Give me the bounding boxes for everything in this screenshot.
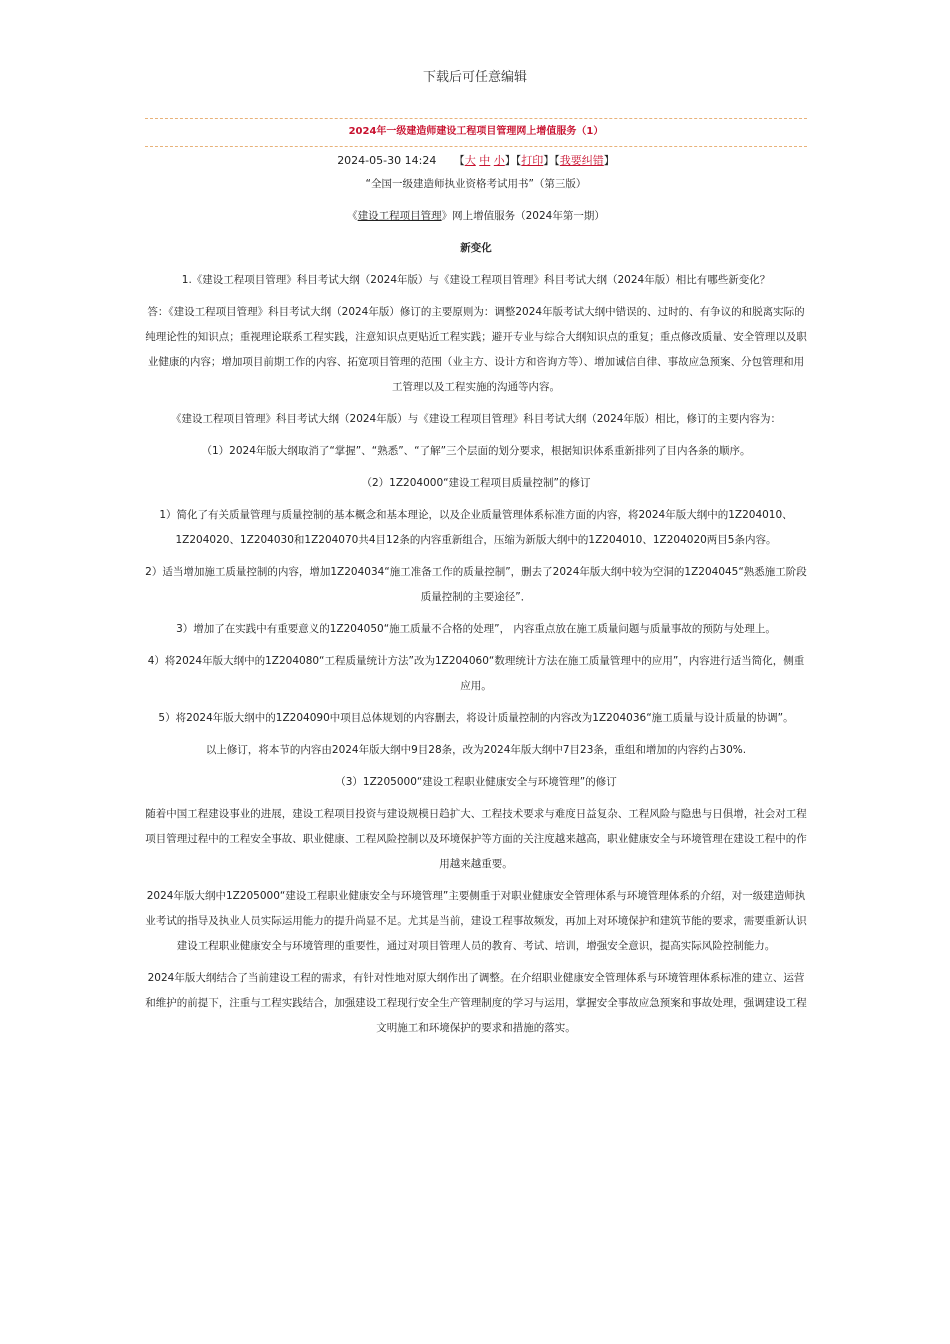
- font-size-mid-link[interactable]: 中: [479, 154, 491, 167]
- paragraph-item-1: （1）2024年版大纲取消了“掌握”、“熟悉”、“了解”三个层面的划分要求，根据知识体系重新排列了目内各条的顺序。: [201, 445, 751, 457]
- bracket: 】: [504, 154, 516, 167]
- paragraph-answer: 答：《建设工程项目管理》科目考试大纲（2024年版）修订的主要原则为：调整2024年版考试大纲中错误的、过时的、有争议的和脱离实际的纯理论性的知识点；重视理论联系工程实践，注意知识点更贴近工程实践；避开专业与综合大纲知识点的重复；重点修改质量、安全管理以及职业健康的内容；增加项目前期工作的内容、拓宽项目管理的范围（业主方、设计方和咨询方等）、增加诚信自律、事故应急预案、分包管理和用工管理以及工程实施的沟通等内容。: [145, 306, 807, 393]
- article-meta: [145, 150, 807, 172]
- paragraph-sub-4: 4）将2024年版大纲中的1Z204080“工程质量统计方法”改为1Z204060“数理统计方法在施工质量管理中的应用”，内容进行适当简化，侧重应用。: [147, 655, 805, 692]
- paragraph-sub-2: 2）适当增加施工质量控制的内容，增加1Z204034“施工准备工作的质量控制”，删去了2024年版大纲中较为空洞的1Z204045“熟悉施工阶段质量控制的主要途径”．: [145, 566, 807, 603]
- report-error-link[interactable]: 我要纠错: [559, 154, 604, 167]
- bracket: 【: [453, 154, 465, 167]
- divider-top: [145, 118, 807, 119]
- paragraph-summary: 以上修订，将本节的内容由2024年版大纲中9目28条，改为2024年版大纲中7目23条，重组和增加的内容约占30%.: [205, 744, 747, 756]
- bracket: 【: [515, 154, 522, 167]
- bracket: 】: [543, 154, 555, 167]
- header-note: 下载后可任意编辑: [422, 70, 527, 85]
- bracket: 【: [554, 154, 560, 167]
- paragraph-sub-5: 5）将2024年版大纲中的1Z204090中项目总体规划的内容删去，将设计质量控制的内容改为1Z204036“施工质量与设计质量的协调”。: [158, 712, 794, 724]
- paragraph-item-2: （2）1Z204000“建设工程项目质量控制”的修订: [361, 477, 591, 489]
- publish-datetime: 2024-05-30 14:24: [337, 154, 437, 167]
- paragraph-new-outline: 2024年版大纲结合了当前建设工程的需求，有针对性地对原大纲作出了调整。在介绍职业健康安全管理体系与环境管理体系标准的建立、运营和维护的前提下，注重与工程实践结合，加强建设工程现行安全生产管理制度的学习与运用，掌握安全事故应急预案和事故处理，强调建设工程文明施工和环境保护的要求和措施的落实。: [145, 972, 807, 1034]
- article-title: 2024年一级建造师建设工程项目管理网上增值服务（1）: [348, 126, 604, 137]
- font-size-small-link[interactable]: 小: [493, 154, 505, 167]
- font-size-big-link[interactable]: 大: [464, 154, 476, 167]
- paragraph-question: 1.《建设工程项目管理》科目考试大纲（2024年版）与《建设工程项目管理》科目考试大纲（2024年版）相比有哪些新变化？: [181, 274, 771, 286]
- article: [145, 118, 807, 1048]
- print-link[interactable]: 打印: [521, 154, 544, 167]
- section-title: 新变化: [460, 242, 492, 254]
- service-line-book: 建设工程项目管理: [357, 210, 442, 222]
- book-line: “全国一级建造师执业资格考试用书”（第三版）: [365, 178, 587, 190]
- service-line-suffix: 》网上增值服务（2024年第一期）: [441, 210, 605, 222]
- paragraph-sub-3: 3）增加了在实践中有重要意义的1Z204050“施工质量不合格的处理”， 内容重点放在施工质量问题与质量事故的预防与处理上。: [176, 623, 776, 635]
- bracket: 】: [603, 154, 615, 167]
- divider-bottom: [145, 146, 807, 147]
- service-line-prefix: 《: [347, 210, 358, 222]
- paragraph-sub-1: 1）简化了有关质量管理与质量控制的基本概念和基本理论，以及企业质量管理体系标准方面的内容，将2024年版大纲中的1Z204010、1Z204020、1Z204030和1Z204070共4目12条的内容重新组合，压缩为新版大纲中的1Z204010、1Z204020两目5条内容。: [159, 509, 793, 546]
- paragraph-background: 随着中国工程建设事业的进展，建设工程项目投资与建设规模日趋扩大、工程技术要求与难度日益复杂、工程风险与隐患与日俱增，社会对工程项目管理过程中的工程安全事故、职业健康、工程风险控制以及环境保护等方面的关注度越来越高，职业健康安全与环境管理在建设工程中的作用越来越重要。: [145, 808, 807, 870]
- service-line: [145, 204, 807, 229]
- paragraph-intro: 《建设工程项目管理》科目考试大纲（2024年版）与《建设工程项目管理》科目考试大纲（2024年版）相比，修订的主要内容为：: [171, 413, 781, 425]
- paragraph-old-outline: 2024年版大纲中1Z205000“建设工程职业健康安全与环境管理”主要侧重于对职业健康安全管理体系与环境管理体系的介绍，对一级建造师执业考试的指导及执业人员实际运用能力的提升尚显不足。尤其是当前，建设工程事故频发，再加上对环境保护和建筑节能的要求，需要重新认识建设工程职业健康安全与环境管理的重要性，通过对项目管理人员的教育、考试、培训，增强安全意识，提高实际风险控制能力。: [145, 890, 807, 952]
- paragraph-item-3: （3）1Z205000“建设工程职业健康安全与环境管理”的修订: [335, 776, 617, 788]
